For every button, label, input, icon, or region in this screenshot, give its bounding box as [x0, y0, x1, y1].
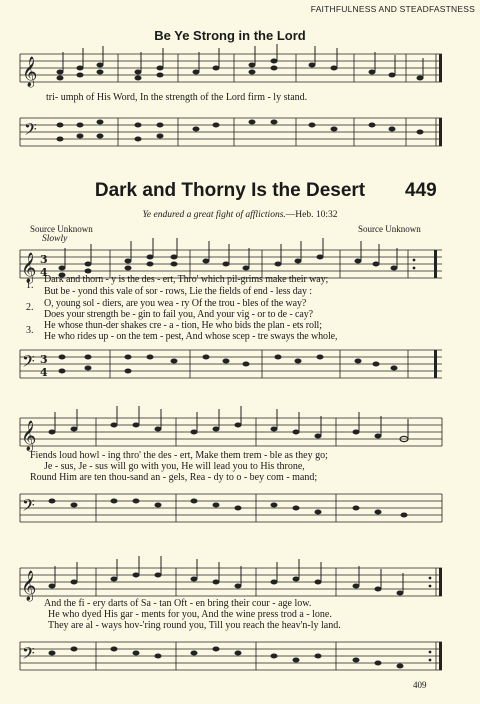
system2-bass-staff — [0, 484, 480, 534]
words-credit: Source Unknown — [30, 224, 93, 234]
lyric-line: Dark and thorn - y is the des - ert, Thro' which pil-grims make their way; — [44, 274, 329, 285]
lyric-line: And the fi - ery darts of Sa - tan Oft - en bring their cour - age low. — [44, 598, 312, 609]
system2-treble-staff — [0, 406, 480, 456]
svg-text:𝄞: 𝄞 — [22, 57, 38, 87]
scripture-reference: —Heb. 10:32 — [285, 210, 338, 220]
lyric-line: Does your strength be - gin to fail you, And your vig - or to de - cay? — [44, 309, 313, 320]
svg-text:𝄢: 𝄢 — [24, 119, 37, 143]
svg-text:3: 3 — [40, 353, 48, 366]
svg-text:4: 4 — [40, 366, 48, 379]
lyric-line: Round Him are ten thou-sand an - gels, Rea - dy to o - bey com - mand; — [30, 472, 318, 483]
svg-text:𝄞: 𝄞 — [21, 571, 37, 601]
scripture-quote: Ye endured a great fight of afflictions. — [142, 210, 286, 220]
lyric-line: He whose thun-der shakes cre - a - tion, He who bids the plan - ets roll; — [44, 320, 322, 331]
verse-number-3: 3. — [26, 325, 34, 336]
verse-number-1: 1. — [26, 280, 34, 291]
svg-text:𝄞: 𝄞 — [21, 253, 37, 283]
svg-text:4: 4 — [40, 266, 48, 279]
scripture-epigraph — [40, 210, 440, 220]
svg-text:𝄢: 𝄢 — [22, 495, 35, 519]
svg-text:3: 3 — [40, 253, 48, 266]
previous-hymn-title: Be Ye Strong in the Lord — [154, 28, 306, 43]
lyric-line: O, young sol - diers, are you wea - ry Of the trou - bles of the way? — [44, 298, 307, 309]
section-heading: FAITHFULNESS AND STEADFASTNESS — [310, 4, 475, 14]
page-number: 409 — [413, 680, 427, 690]
hymn-title: Dark and Thorny Is the Desert — [94, 180, 366, 201]
lyric-line: Fiends loud howl - ing thro' the des - ert, Make them trem - ble as they go; — [30, 450, 328, 461]
lyric-line: He who rides up - on the tem - pest, And whose scep - tre sways the whole, — [44, 331, 338, 342]
hymn-number: 449 — [405, 180, 437, 201]
lyric-line: He who dyed His gar - ments for you, And the wine press trod a - lone. — [48, 609, 332, 620]
lyric-line: Je - sus, Je - sus will go with you, He will lead you to His throne, — [44, 461, 305, 472]
verse-number-2: 2. — [26, 302, 34, 313]
previous-hymn-bass-staff — [0, 106, 480, 176]
svg-text:𝄢: 𝄢 — [22, 643, 35, 667]
system1-bass-staff — [0, 340, 480, 390]
tempo-marking: Slowly — [42, 234, 68, 244]
previous-hymn-treble-staff — [0, 44, 480, 114]
svg-text:𝄞: 𝄞 — [21, 421, 37, 451]
music-credit: Source Unknown — [358, 224, 421, 234]
previous-hymn-lyric: tri- umph of His Word, In the strength of the Lord firm - ly stand. — [46, 92, 308, 103]
lyric-line: They are al - ways hov-'ring round you, Till you reach the heav'n-ly land. — [48, 620, 341, 631]
svg-text:𝄢: 𝄢 — [22, 351, 35, 375]
lyric-line: But be - yond this vale of sor - rows, Lie the fields of end - less day : — [44, 286, 312, 297]
system3-bass-staff — [0, 632, 480, 682]
